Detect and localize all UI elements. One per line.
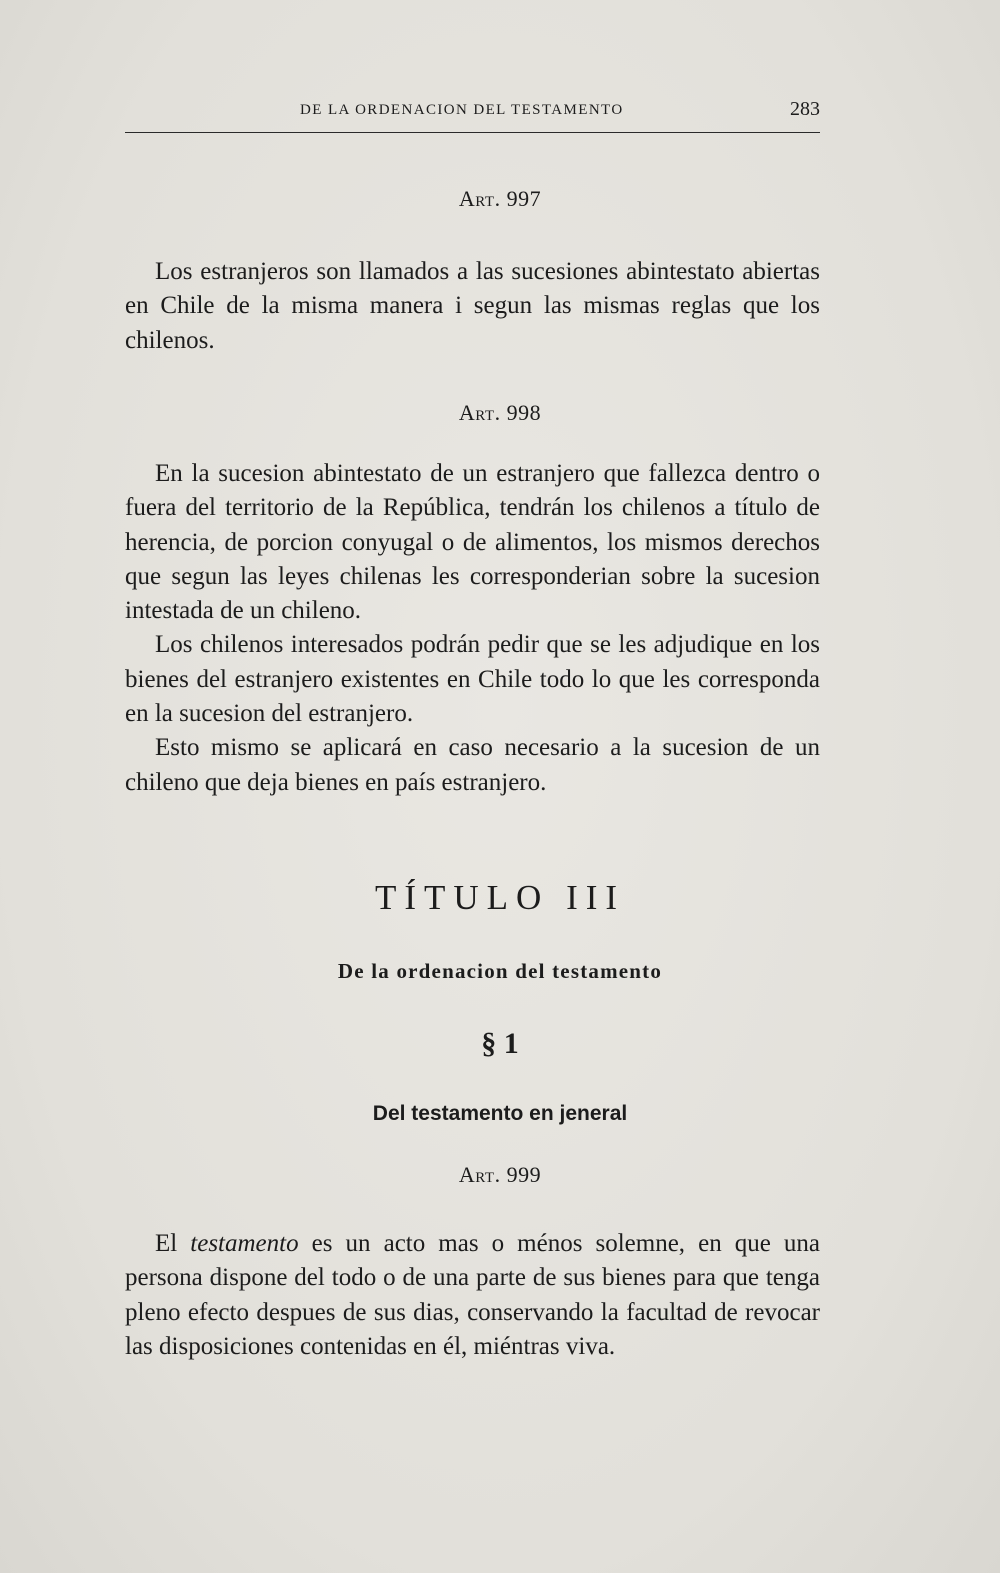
titulo-subheading: De la ordenacion del testamento [337,959,663,983]
page-number: 283 [790,98,820,120]
section-mark: § 1 [481,1027,519,1060]
paragraph [125,1227,820,1364]
titulo-heading: TÍTULO III [374,878,626,917]
article-number: . 999 [494,1162,542,1187]
defined-term: testamento [190,1230,299,1257]
paragraph: Los estranjeros son llamados a las sucesiones abintestato abiertas en Chile de la misma manera i segun las mismas reglas que los chilenos. [125,258,820,354]
text-after: es un acto mas o ménos solemne, en que una persona dispone del todo o de una parte de sus bienes para que tenga pleno efecto despues de sus dias, conservando la facultad de revocar las disposiciones contenidas en él, miéntras viva. [125,1230,821,1360]
article-label: Art [458,186,495,211]
page-header [125,98,820,133]
article-label: Art [458,400,495,425]
article-label: Art [458,1162,495,1187]
article-998-heading [0,400,1000,426]
text-before: El [155,1230,191,1257]
paragraph: Esto mismo se aplicará en caso necesario a la sucesion de un chileno que deja bienes en país estranjero. [125,734,820,796]
article-number: . 998 [494,400,542,425]
article-998-body [125,457,820,800]
article-999-heading [0,1162,1000,1188]
section-title: Del testamento en jeneral [372,1102,628,1125]
article-997-heading [0,186,1000,212]
paragraph: En la sucesion abintestato de un estranjero que fallezca dentro o fuera del territorio de la República, tendrán los chilenos a título de herencia, de porcion conyugal o de alimentos, los mismos derechos que segun las leyes chilenas les corresponderian sobre la sucesion intestada de un chileno. [125,460,820,625]
running-head: DE LA ORDENACION DEL TESTAMENTO [300,102,624,118]
paragraph: Los chilenos interesados podrán pedir que se les adjudique en los bienes del estranjero existentes en Chile todo lo que les corresponda en la sucesion del estranjero. [125,631,820,728]
article-997-body [125,255,820,358]
article-999-body [125,1227,820,1364]
article-number: . 997 [494,186,542,211]
